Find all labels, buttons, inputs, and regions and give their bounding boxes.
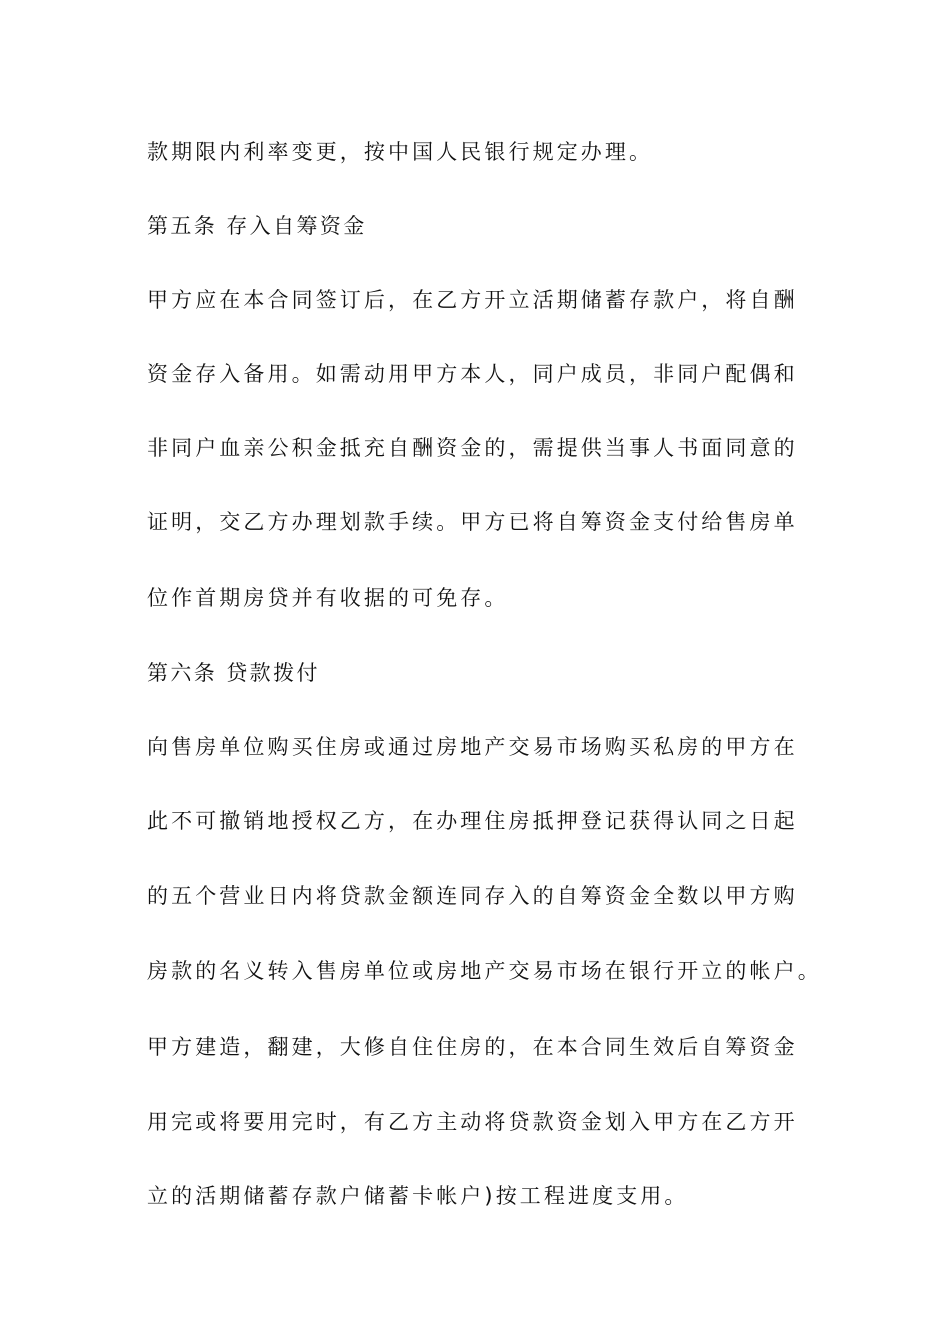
body-line: 证明，交乙方办理划款手续。甲方已将自筹资金支付给售房单 xyxy=(147,510,798,534)
body-line: 资金存入备用。如需动用甲方本人，同户成员，非同户配偶和 xyxy=(147,362,798,386)
body-line: 非同户血亲公积金抵充自酬资金的，需提供当事人书面同意的 xyxy=(147,436,798,460)
body-line: 此不可撤销地授权乙方，在办理住房抵押登记获得认同之日起 xyxy=(147,809,798,833)
body-line: 甲方建造，翻建，大修自住住房的，在本合同生效后自筹资金 xyxy=(147,1035,798,1059)
body-line: 向售房单位购买住房或通过房地产交易市场购买私房的甲方在 xyxy=(147,735,798,759)
body-line: 用完或将要用完时，有乙方主动将贷款资金划入甲方在乙方开 xyxy=(147,1110,798,1134)
body-line: 甲方应在本合同签订后，在乙方开立活期储蓄存款户，将自酬 xyxy=(147,288,798,312)
body-line: 立的活期储蓄存款户储蓄卡帐户)按工程进度支用。 xyxy=(147,1184,689,1208)
body-line: 的五个营业日内将贷款金额连同存入的自筹资金全数以甲方购 xyxy=(147,884,798,908)
section-heading: 第五条 存入自筹资金 xyxy=(147,214,367,238)
section-heading: 第六条 贷款拨付 xyxy=(147,661,320,685)
body-line: 位作首期房贷并有收据的可免存。 xyxy=(147,586,509,610)
body-line: 房款的名义转入售房单位或房地产交易市场在银行开立的帐户。 xyxy=(147,959,822,983)
body-line: 款期限内利率变更，按中国人民银行规定办理。 xyxy=(147,140,654,164)
